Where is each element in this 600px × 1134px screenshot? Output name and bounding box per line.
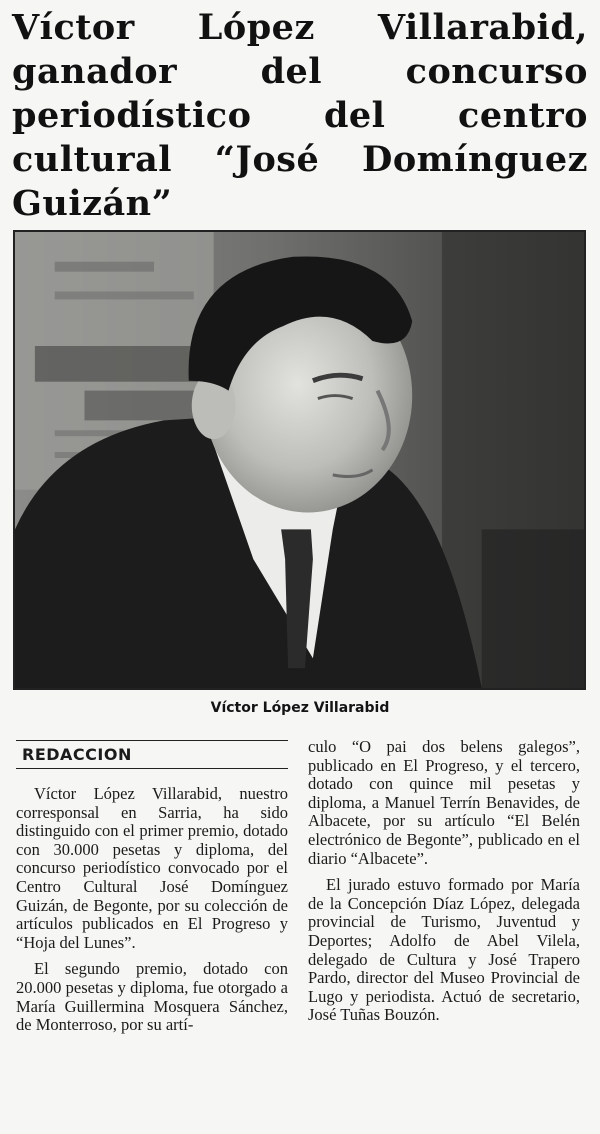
- portrait-photo: [13, 230, 586, 690]
- article-column-left: [16, 740, 288, 1035]
- headline-line: Víctor López Villarabid,: [12, 7, 588, 48]
- article-paragraph: El jurado estuvo formado por María de la Concepción Díaz López, delegada provincial de Turismo, Juventud y Deportes; Adolfo de Abel Vilela, delegado de Cultura y José Trapero Pardo, director del Museo Provincial de Lugo y periodista. Actuó de secretario, José Tuñas Bouzón.: [308, 875, 580, 1025]
- headline-line: periodístico del centro: [12, 95, 588, 136]
- byline: REDACCION: [16, 740, 288, 769]
- portrait-illustration: [15, 232, 584, 688]
- photo-caption: Víctor López Villarabid: [210, 700, 390, 716]
- headline-line: Guizán”: [12, 183, 173, 224]
- article-paragraph: Víctor López Villarabid, nuestro corresponsal en Sarria, ha sido distinguido con el primer premio, dotado con 30.000 pesetas y diploma, del concurso periodístico convocado por el Centro Cultural José Domínguez Guizán, de Begonte, por su colección de artículos publicados en El Progreso y “Hoja del Lunes”.: [16, 784, 288, 952]
- article-paragraph: El segundo premio, dotado con 20.000 pesetas y diploma, fue otorgado a María Guillermina Mosquera Sánchez, de Monterroso, por su artí-: [16, 959, 288, 1035]
- article-column-right: [308, 738, 580, 1025]
- article-paragraph: culo “O pai dos belens galegos”, publicado en El Progreso, y el tercero, dotado con quince mil pesetas y diploma, a Manuel Terrín Benavides, de Albacete, por su artículo “El Belén electrónico de Begonte”, publicado en el diario “Albacete”.: [308, 737, 580, 868]
- headline-line: cultural “José Domínguez: [12, 139, 588, 180]
- headline-line: ganador del concurso: [12, 51, 588, 92]
- headline: [12, 6, 588, 226]
